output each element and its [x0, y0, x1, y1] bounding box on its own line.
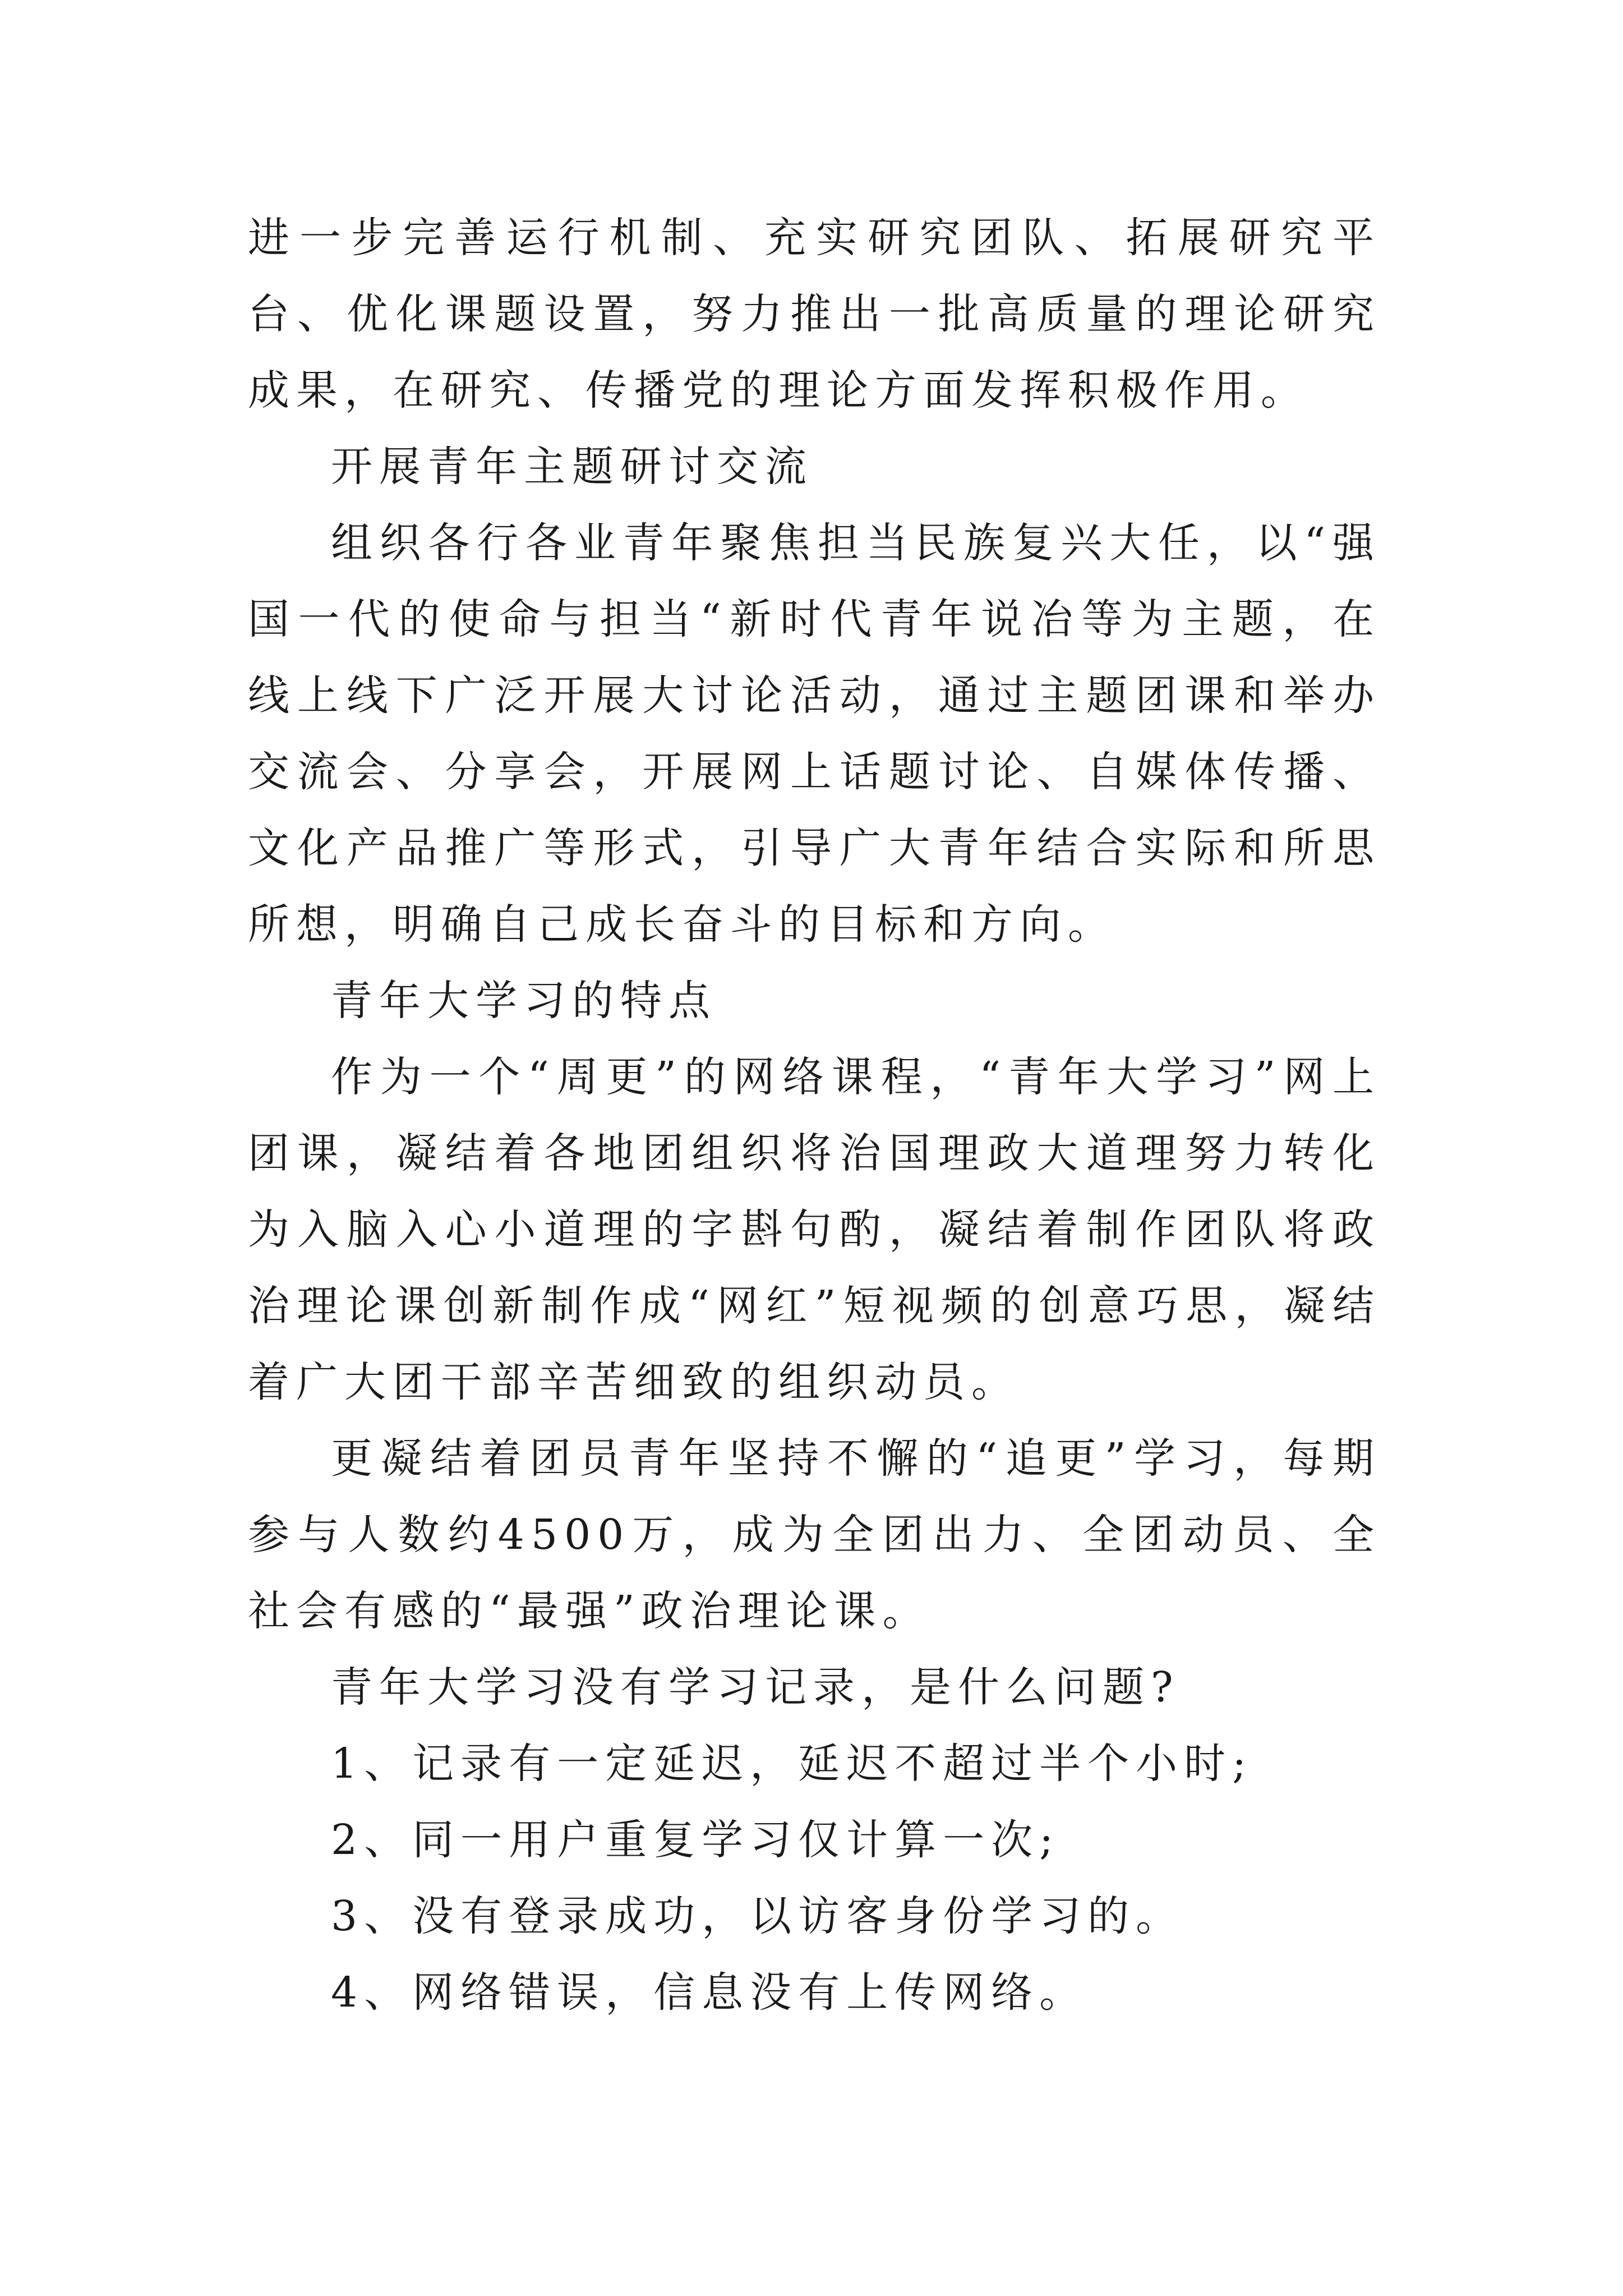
list-item-repeat: 2、同一用户重复学习仅计算一次;	[331, 1816, 1061, 1864]
paragraph-participation: 更凝结着团员青年坚持不懈的“追更”学习，每期参与人数约4500万，成为全团出力、全团动员、全社会有感的“最强”政治理论课。	[248, 1434, 1381, 1635]
paragraph-youth-seminar: 组织各行各业青年聚焦担当民族复兴大任，以“强国一代的使命与担当“新时代青年说冶等为主题，在线上线下广泛开展大讨论活动，通过主题团课和举办交流会、分享会，开展网上话题讨论、自媒体传播、文化产品推广等形式，引导广大青年结合实际和所思所想，明确自己成长奋斗的目标和方向。	[248, 519, 1381, 949]
heading-youth-seminar: 开展青年主题研讨交流	[331, 443, 813, 491]
list-item-network-error: 4、网络错误，信息没有上传网络。	[331, 1968, 1088, 2017]
list-item-guest: 3、没有登录成功，以访客身份学习的。	[331, 1892, 1184, 1940]
paragraph-research-mechanism: 进一步完善运行机制、充实研究团队、拓展研究平台、优化课题设置，努力推出一批高质量的理论研究成果，在研究、传播党的理论方面发挥积极作用。	[248, 214, 1381, 415]
paragraph-study-features: 作为一个“周更”的网络课程，“青年大学习”网上团课，凝结着各地团组织将治国理政大道理努力转化为入脑入心小道理的字斟句酌，凝结着制作团队将政治理论课创新制作成“网红”短视频的创意巧思，凝结着广大团干部辛苦细致的组织动员。	[248, 1053, 1381, 1406]
document-body	[248, 200, 1381, 2031]
heading-no-record-question: 青年大学习没有学习记录，是什么问题?	[331, 1663, 1180, 1711]
heading-study-features: 青年大学习的特点	[331, 977, 717, 1025]
list-item-delay: 1、记录有一定延迟，延迟不超过半个小时;	[331, 1740, 1253, 1788]
